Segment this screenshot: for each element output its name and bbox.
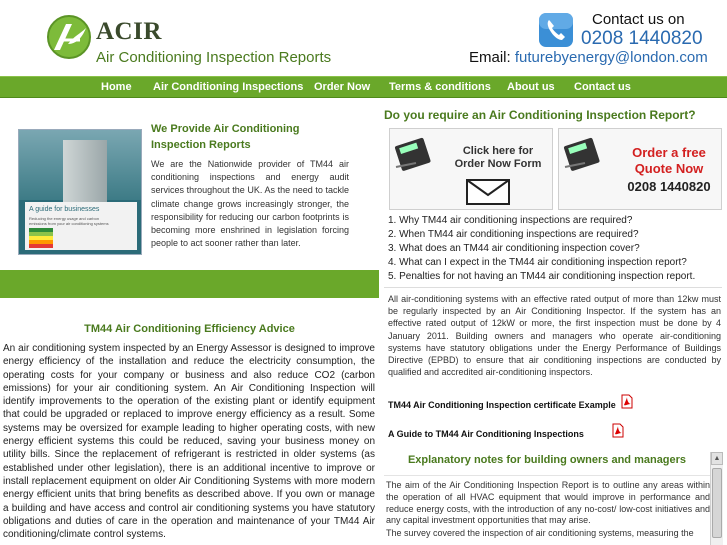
calculator-icon xyxy=(563,137,603,173)
phone-icon xyxy=(538,12,574,48)
email-label: Email: xyxy=(469,49,511,66)
explanatory-text xyxy=(386,480,710,540)
explanatory-heading: Explanatory notes for building owners and managers xyxy=(407,454,687,466)
nav-terms-conditions[interactable]: Terms & conditions xyxy=(389,81,491,93)
main-nav xyxy=(0,76,727,98)
acir-logo-icon[interactable] xyxy=(46,14,92,60)
quote-phone: 0208 1440820 xyxy=(627,179,711,194)
question-item[interactable]: 5. Penalties for not having an TM44 air conditioning inspection report. xyxy=(388,271,696,282)
question-item[interactable]: 1. Why TM44 air conditioning inspections are required? xyxy=(388,215,633,226)
contact-title: Contact us on xyxy=(592,11,685,28)
contact-email xyxy=(469,49,708,66)
nav-air-conditioning-inspections[interactable]: Air Conditioning Inspections xyxy=(153,81,304,93)
energy-rating-bars xyxy=(29,228,53,248)
nav-contact-us[interactable]: Contact us xyxy=(574,81,631,93)
contact-phone: 0208 1440820 xyxy=(581,28,703,49)
explanatory-paragraph: The aim of the Air Conditioning Inspection Report is to outline any areas within the operation of all HVAC equipment that would improve in performance and reduce energy costs, with the introduction of any no-cost/ low-cost initiatives and any capital investment opportunities that may arise. xyxy=(386,480,710,526)
provide-heading: We Provide Air Conditioning Inspection Reports xyxy=(151,123,300,151)
cover-building xyxy=(63,140,107,210)
question-list xyxy=(388,214,695,284)
scrollbar[interactable] xyxy=(710,452,723,545)
nav-about-us[interactable]: About us xyxy=(507,81,555,93)
calculator-icon xyxy=(394,137,434,173)
advice-text: An air conditioning system inspected by an Energy Assessor is designed to improve energy efficiency of the installation and reduce the electricity consumption, the operating costs for your company or business and also reduce CO2 (carbon emissions) for your air conditioning system. An Air Conditioning Inspection will identify improvements to the operation of the existing plant or identify equipment that could be upgraded or replaced to improve energy efficiency as a result. Some systems may be oversized for example leading to higher operating costs, with new energy efficient systems this could be reduced, saving your business money on utility bills. Since the replacement of refrigerant is restricted in older systems (as established under other legislation), there is an additional incentive to improve or install replacement equipment on older Air Conditioning Systems with more modern energy efficient units that bring benefits as described above. If you own or manage a building and have access and control air conditioning systems you have statutory obligations and duties of care in the operation and maintenance of your TM44 Air conditioning/climate control systems. xyxy=(3,343,375,541)
site-header xyxy=(0,0,727,76)
explanatory-scroll-box[interactable] xyxy=(384,475,722,545)
scroll-up-icon[interactable]: ▲ xyxy=(711,452,723,465)
nav-order-now[interactable]: Order Now xyxy=(314,81,371,93)
order-now-banner[interactable] xyxy=(389,128,553,210)
certificate-example-link[interactable]: TM44 Air Conditioning Inspection certificate Example xyxy=(388,400,616,410)
question-item[interactable]: 2. When TM44 air conditioning inspections are required? xyxy=(388,229,639,240)
provide-text: We are the Nationwide provider of TM44 air conditioning inspections and energy audit services throughout the UK. As the need to tackle climate change grows increasingly stronger, the responsibility for reducing our carbon footprints is becoming more enshrined in legislation forcing people to act sooner rather than later. xyxy=(151,159,349,249)
pdf-icon[interactable] xyxy=(612,423,624,438)
advice-heading: TM44 Air Conditioning Efficiency Advice xyxy=(84,323,295,335)
section-divider xyxy=(384,287,722,288)
quote-line-1: Order a free xyxy=(632,145,706,160)
cover-caption: A guide for businesses xyxy=(29,206,100,213)
epbd-text: All air-conditioning systems with an effective rated output of more than 12kw must be regularly inspected by an Air Conditioning Inspector. If the system has an effective rated output of 12kW or more, the first inspection must be done by 4 January 2011. Building owners and managers who operate air-conditioning systems have statutory obligations under the Energy Performance of Buildings Directive (EPBD) to ensure that air conditioning inspections are conducted by qualified and accredited air-conditioning inspectors. xyxy=(388,294,721,378)
logo-title[interactable]: ACIR xyxy=(96,18,162,45)
guide-link[interactable]: A Guide to TM44 Air Conditioning Inspections xyxy=(388,429,584,439)
guide-cover-image xyxy=(18,129,142,255)
scrollbar-thumb[interactable] xyxy=(712,468,722,538)
email-link[interactable]: futurebyenergy@london.com xyxy=(514,49,708,66)
quote-line-2: Quote Now xyxy=(634,161,704,176)
question-item[interactable]: 4. What can I expect in the TM44 air conditioning inspection report? xyxy=(388,257,687,268)
explanatory-paragraph: The survey covered the inspection of air conditioning systems, measuring the xyxy=(386,528,694,539)
green-divider-bar xyxy=(0,270,379,298)
inspection-question-heading: Do you require an Air Conditioning Inspection Report? xyxy=(384,108,696,122)
question-item[interactable]: 3. What does an TM44 air conditioning inspection cover? xyxy=(388,243,640,254)
pdf-icon[interactable] xyxy=(621,394,633,409)
nav-home[interactable]: Home xyxy=(101,81,132,93)
envelope-icon xyxy=(466,179,510,205)
free-quote-banner[interactable] xyxy=(558,128,722,210)
logo-subtitle: Air Conditioning Inspection Reports xyxy=(96,49,332,66)
order-now-text: Click here for Order Now Form xyxy=(454,145,542,170)
cover-subtext: Reducing the energy usage and carbon emissions from your air conditioning systems xyxy=(29,216,109,226)
